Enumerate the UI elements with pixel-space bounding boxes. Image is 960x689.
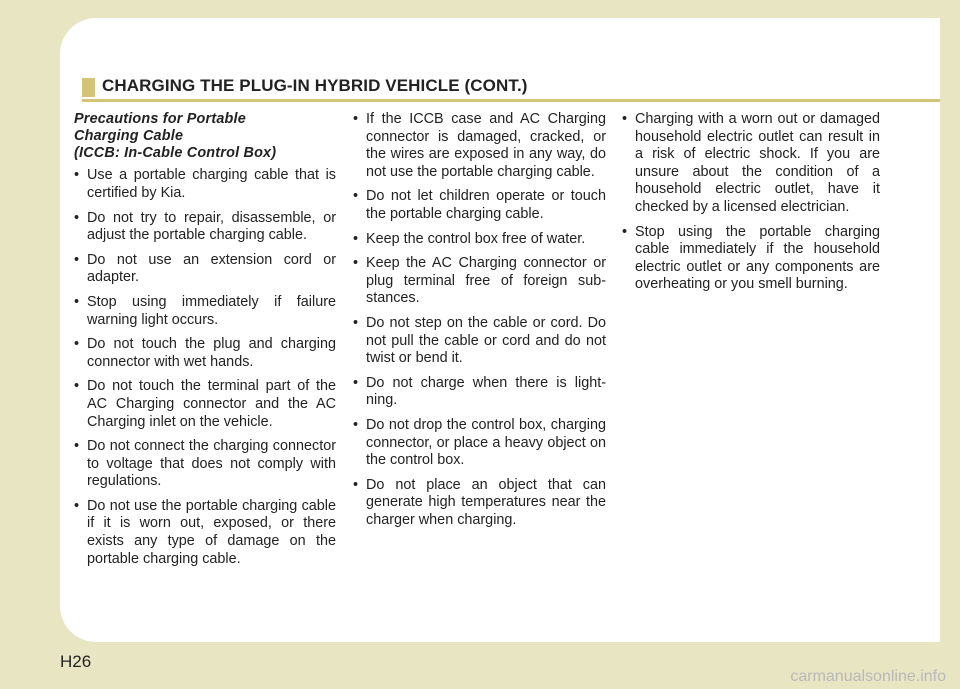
list-item: • Do not touch the terminal part of the AC Charging connector and the AC Charging inlet on the vehicle. <box>74 378 336 431</box>
list-item: • Do not charge when there is lightning. <box>353 375 606 410</box>
section-title: CHARGING THE PLUG-IN HYBRID VEHICLE (CONT.) <box>102 76 528 95</box>
list-item: • Do not let children operate or touch the portable charging cable. <box>353 188 606 223</box>
list-item: • Use a portable charging cable that is certified by Kia. <box>74 167 336 202</box>
column-1 <box>74 111 336 575</box>
page-number: H26 <box>60 652 92 671</box>
list-item: • Do not try to repair, disassemble, or adjust the portable charging cable. <box>74 210 336 245</box>
precautions-list <box>353 111 606 529</box>
precautions-list <box>74 167 336 568</box>
subtitle-line: (ICCB: In-Cable Control Box) <box>74 144 277 161</box>
precautions-list <box>622 111 880 294</box>
list-item: • Keep the control box free of water. <box>353 231 606 249</box>
list-item: • Do not use the portable charging cable if it is worn out, exposed, or there exists any type of damage on the portable charging cable. <box>74 498 336 568</box>
subtitle-line: Charging Cable <box>74 127 184 144</box>
list-item: • Do not drop the control box, charging connector, or place a heavy object on the control box. <box>353 417 606 470</box>
list-item: • If the ICCB case and AC Charging connector is damaged, cracked, or the wires are exposed in any way, do not use the portable charging cable. <box>353 111 606 181</box>
list-item: • Charging with a worn out or damaged household electric outlet can result in a risk of electric shock. If you are unsure about the condition of a household electric outlet, have it checked by a licensed electrician. <box>622 111 880 217</box>
list-item: • Do not place an object that can generate high temperatures near the charger when charging. <box>353 477 606 530</box>
column-3 <box>622 111 880 301</box>
subsection-title <box>74 111 336 161</box>
list-item: • Keep the AC Charging connector or plug terminal free of foreign substances. <box>353 255 606 308</box>
list-item: • Do not use an extension cord or adapter. <box>74 252 336 287</box>
column-2 <box>353 111 606 536</box>
list-item: • Do not connect the charging connector to voltage that does not comply with regulations. <box>74 438 336 491</box>
list-item: • Do not touch the plug and charging connector with wet hands. <box>74 336 336 371</box>
header-accent-bar <box>82 78 95 97</box>
list-item: • Stop using the portable charging cable immediately if the household electric outlet or any components are overheating or you smell burning. <box>622 224 880 294</box>
subtitle-line: Precautions for Portable <box>74 111 246 127</box>
list-item: • Stop using immediately if failure warning light occurs. <box>74 294 336 329</box>
section-header <box>82 76 940 96</box>
header-rule <box>82 99 940 102</box>
list-item: • Do not step on the cable or cord. Do not pull the cable or cord and do not twist or bend it. <box>353 315 606 368</box>
watermark: carmanualsonline.info <box>790 668 946 685</box>
